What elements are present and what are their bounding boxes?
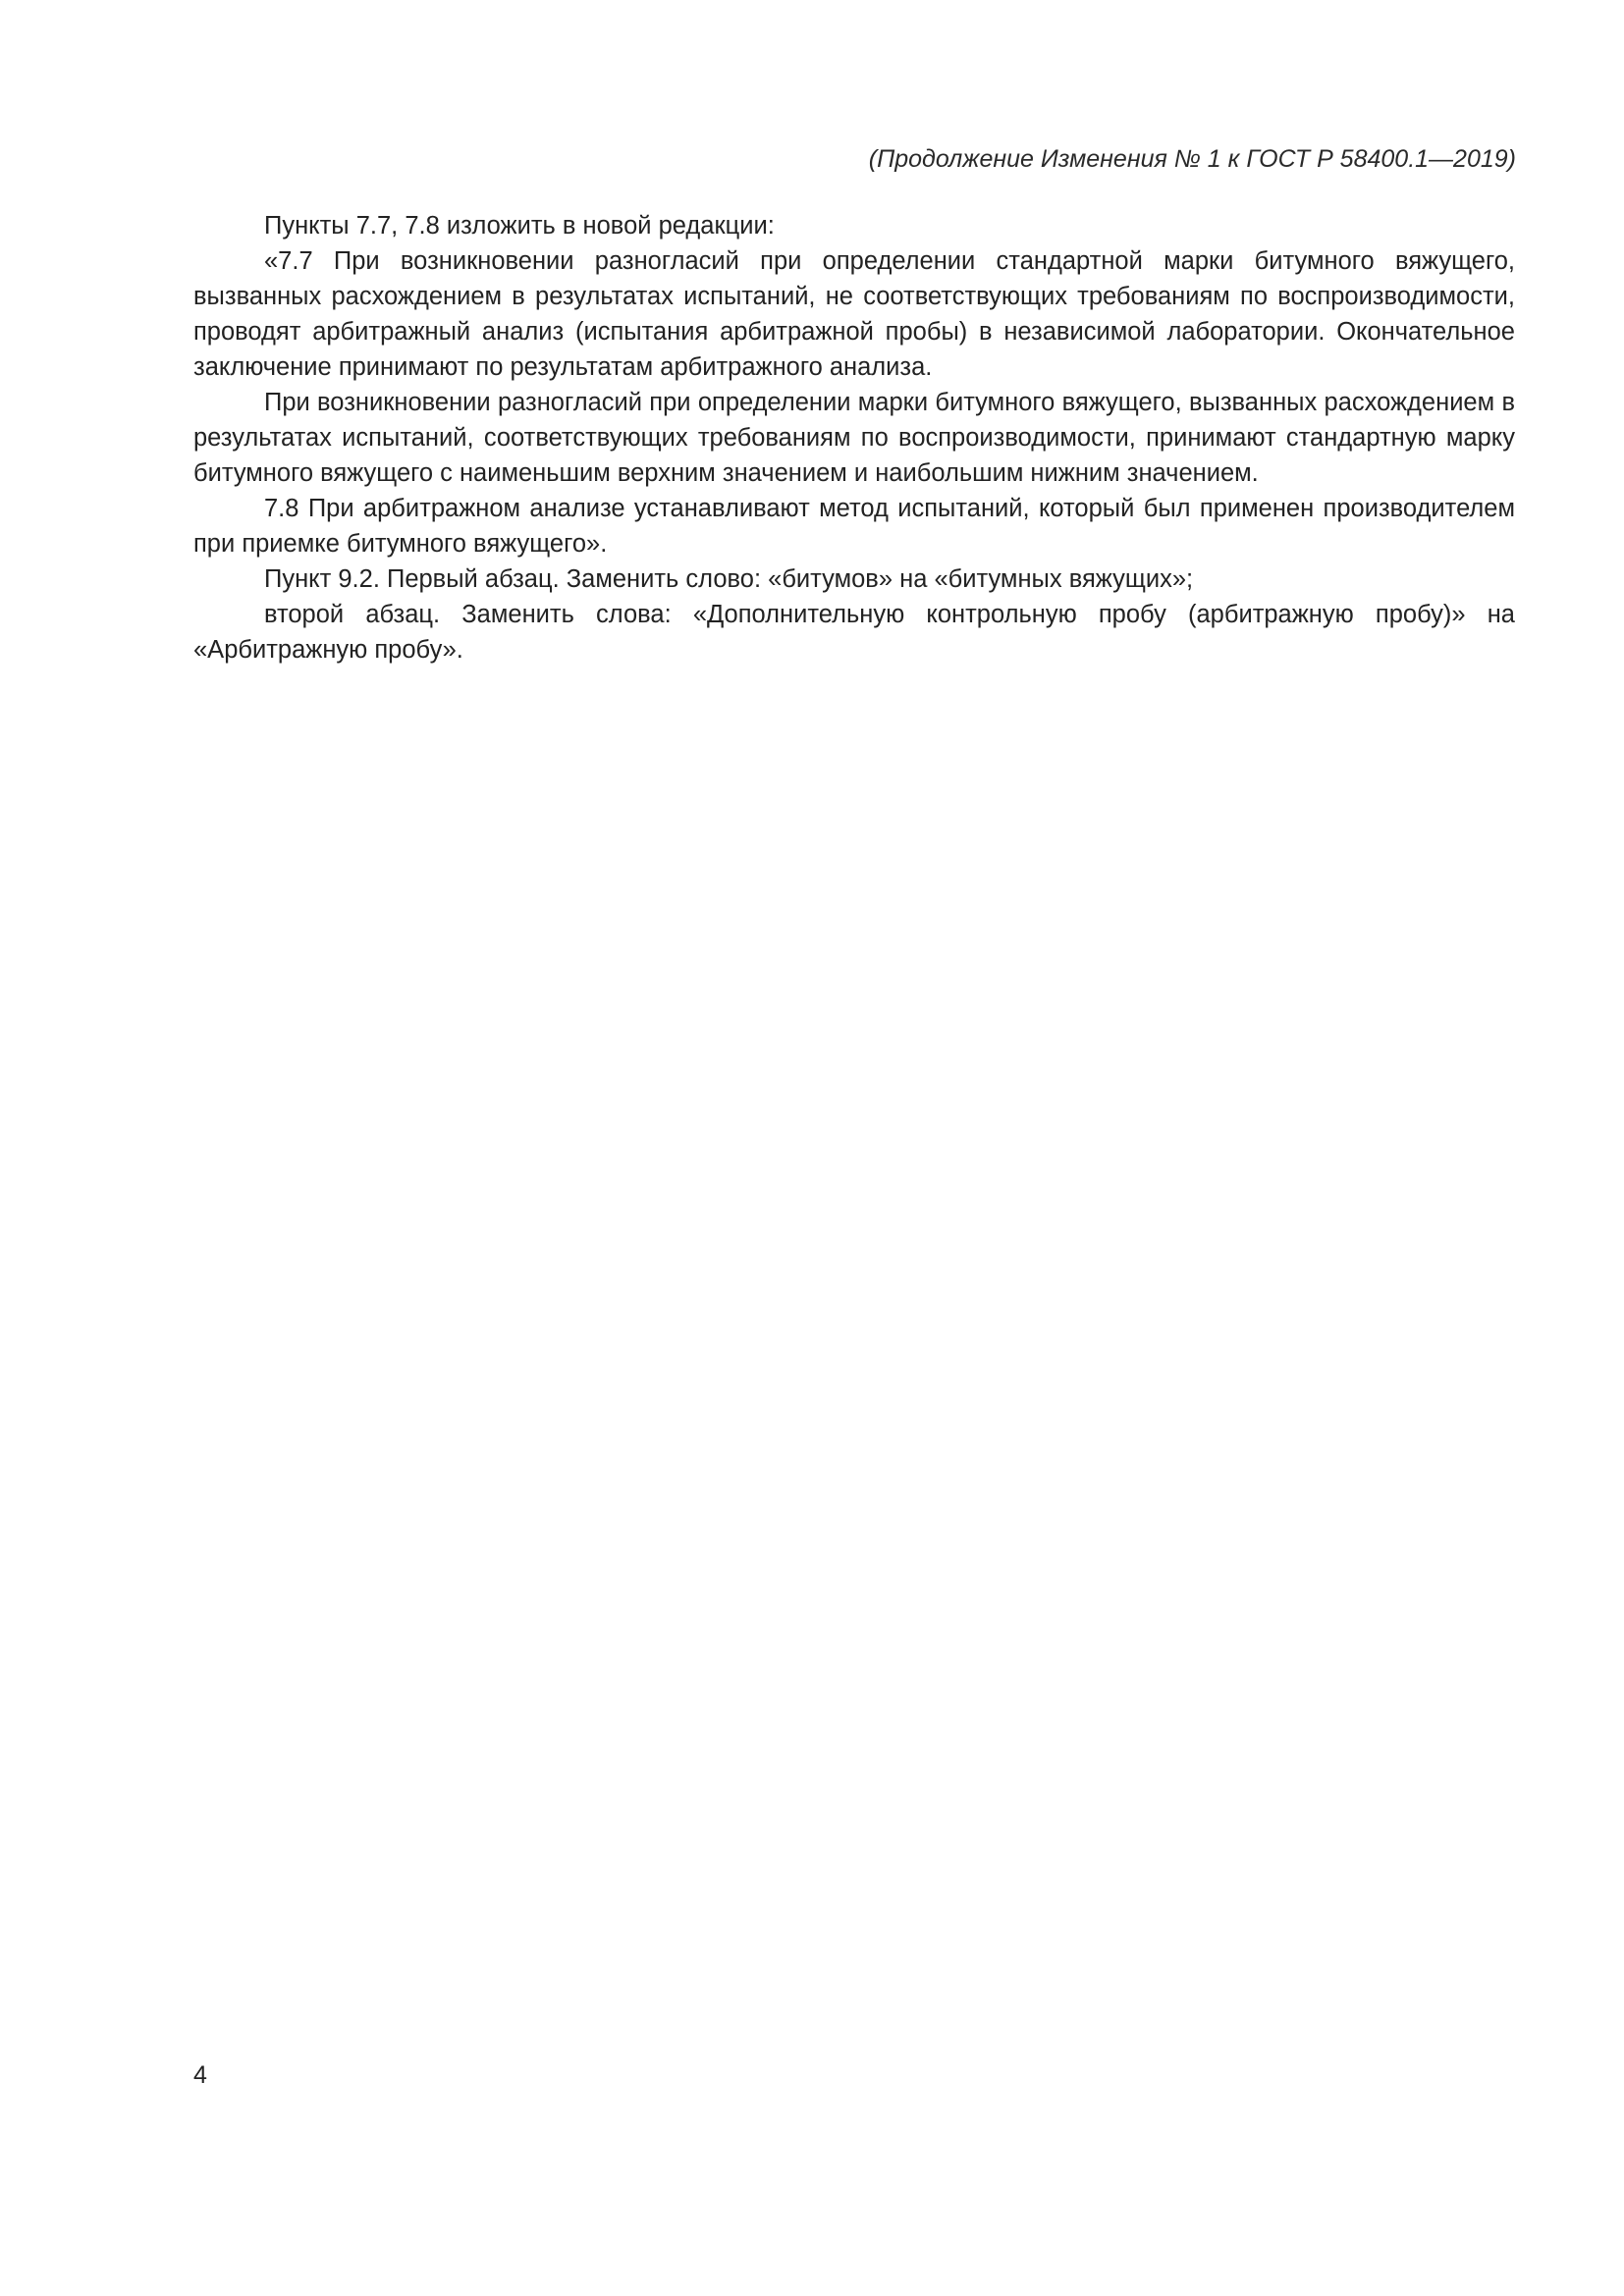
page-number: 4 xyxy=(193,2061,207,2089)
paragraph-9-2-first: Пункт 9.2. Первый абзац. Заменить слово: «битумов» на «битумных вяжущих»; xyxy=(264,565,1194,593)
paragraph-disagreement: При возникновении разногласий при определении марки битумного вяжущего, вызванных расхождением в результатах испытаний, соответствующих требованиям по воспроизводимости, принимают стандартную марку битумного вяжущего с наименьшим верхним значением и наибольшим нижним значением. xyxy=(193,389,1515,487)
paragraph-intro: Пункты 7.7, 7.8 изложить в новой редакции: xyxy=(264,212,775,240)
paragraph-9-2-second: второй абзац. Заменить слова: «Дополнительную контрольную пробу (арбитражную пробу)» на «Арбитражную пробу». xyxy=(193,601,1515,664)
paragraph-7-7: «7.7 При возникновении разногласий при определении стандартной марки битумного вяжущего, вызванных расхождением в результатах испытаний, не соответствующих требованиям по воспроизводимости, проводят арбитражный анализ (испытания арбитражной пробы) в независимой лаборатории. Окончательное заключение принимают по результатам арбитражного анализа. xyxy=(193,247,1515,381)
paragraph-7-8: 7.8 При арбитражном анализе устанавливают метод испытаний, который был применен производителем при приемке битумного вяжущего». xyxy=(193,495,1515,558)
running-header: (Продолжение Изменения № 1 к ГОСТ Р 58400.1—2019) xyxy=(868,145,1516,173)
body-text xyxy=(193,208,1515,667)
